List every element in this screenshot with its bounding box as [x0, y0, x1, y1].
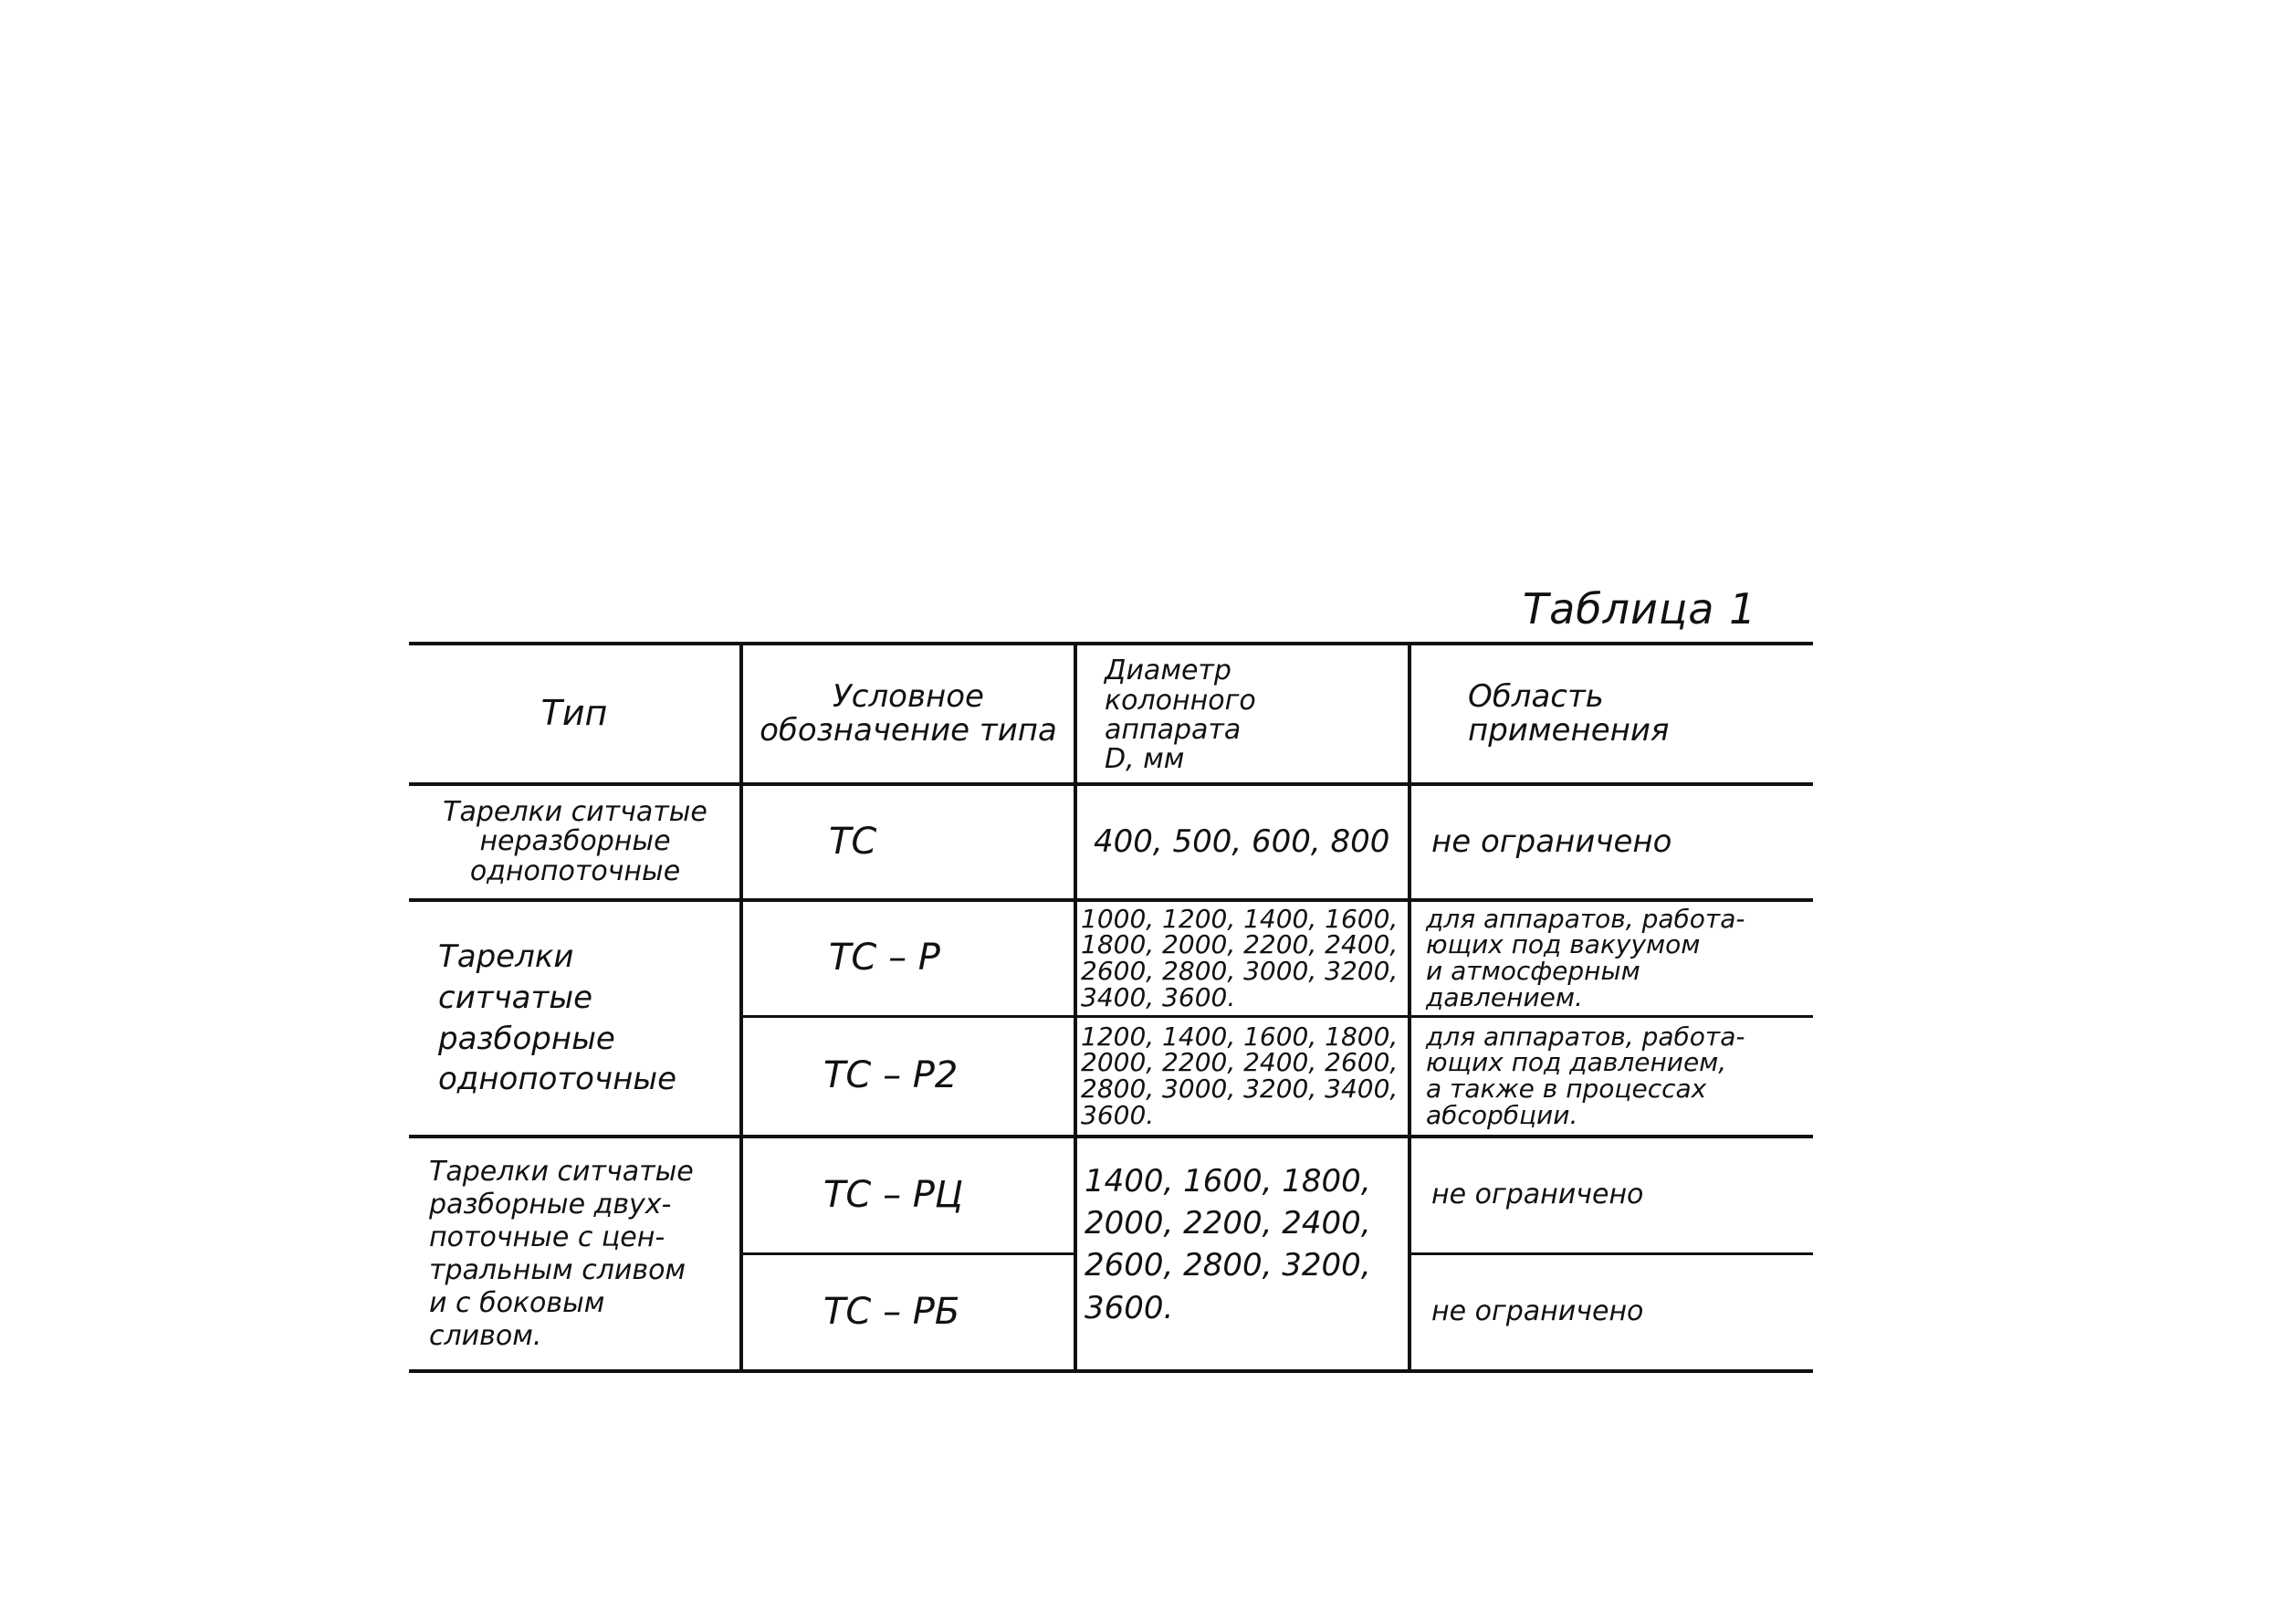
row1-diameter: 400, 500, 600, 800	[1094, 823, 1390, 861]
row1-code: ТС	[829, 820, 877, 863]
row1-type: Тарелки ситчатые неразборные однопоточные	[443, 795, 707, 887]
row3-diameter: 1200, 1400, 1600, 1800, 2000, 2200, 2400, 2600, 2800, 3000, 3200, 3400, 3600.	[1081, 1021, 1399, 1130]
header-application: Область применения	[1468, 678, 1670, 749]
column-divider-3	[1408, 642, 1411, 1373]
row4-code: ТС – РЦ	[823, 1173, 963, 1216]
row5-code: ТС – РБ	[823, 1290, 960, 1333]
column-divider-2	[1074, 642, 1077, 1373]
row3-application: для аппаратов, работа- ющих под давлением, а также в процессах абсорбции.	[1426, 1021, 1745, 1130]
row4-application: не ограничено	[1431, 1179, 1644, 1211]
table-bottom-border	[409, 1369, 1813, 1373]
row2-code: ТС – Р	[829, 937, 940, 980]
row5-application: не ограничено	[1431, 1295, 1644, 1328]
row2-diameter: 1000, 1200, 1400, 1600, 1800, 2000, 2200, 2400, 2600, 2800, 3000, 3200, 3400, 3600.	[1081, 903, 1399, 1012]
row4-type: Тарелки ситчатые разборные двух- поточные с цен- тральным сливом и с боковым сливом.	[429, 1155, 694, 1352]
specification-table	[409, 642, 1813, 1373]
row3-code: ТС – Р2	[823, 1054, 959, 1097]
header-designation: Условное обозначение типа	[760, 678, 1057, 749]
row2-application: для аппаратов, работа- ющих под вакуумом и атмосферным давлением.	[1426, 903, 1745, 1012]
row1-application: не ограничено	[1431, 823, 1672, 861]
row2-type: Тарелки ситчатые разборные однопоточные	[438, 938, 677, 1098]
header-diameter: Диаметр колонного аппарата D, мм	[1105, 655, 1256, 776]
row4-diameter: 1400, 1600, 1800, 2000, 2200, 2400, 2600, 2800, 3200, 3600.	[1085, 1163, 1371, 1326]
table-caption: Таблица 1	[1523, 584, 1757, 634]
header-type: Тип	[540, 693, 608, 734]
